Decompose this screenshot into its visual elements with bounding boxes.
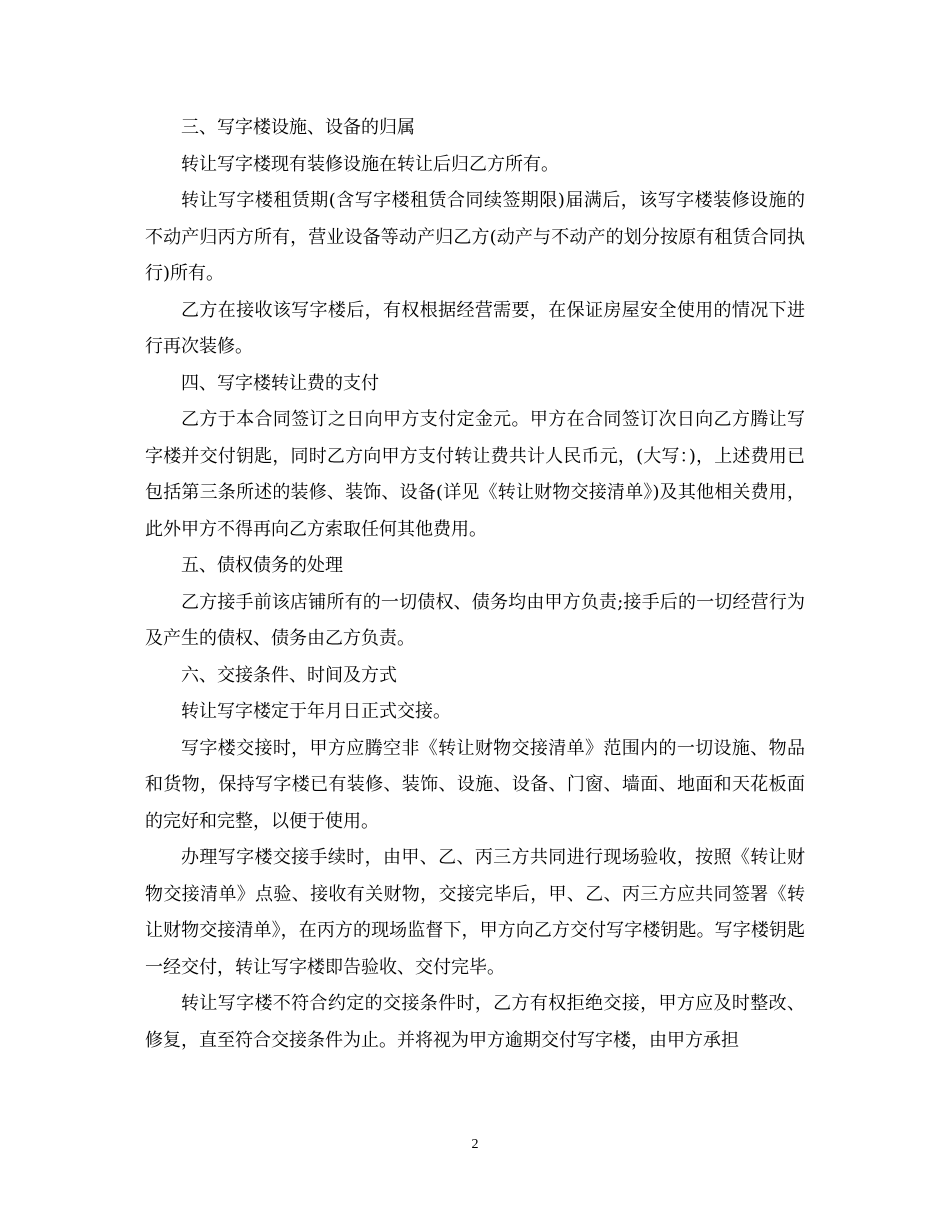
- section-heading-handover: 六、交接条件、时间及方式: [181, 664, 397, 686]
- document-body: [145, 110, 805, 1059]
- section-heading-facilities: 三、写字楼设施、设备的归属: [181, 117, 415, 138]
- paragraph: 转让写字楼不符合约定的交接条件时，乙方有权拒绝交接，甲方应及时整改、修复，直至符合交接条件为止。并将视为甲方逾期交付写字楼，由甲方承担: [145, 993, 805, 1051]
- paragraph: 乙方接手前该店铺所有的一切债权、债务均由甲方负责;接手后的一切经营行为及产生的债权、债务由乙方负责。: [145, 591, 805, 649]
- section-heading-payment: 四、写字楼转让费的支付: [181, 372, 379, 394]
- paragraph: 转让写字楼定于年月日正式交接。: [181, 701, 451, 722]
- paragraph: 转让写字楼租赁期(含写字楼租赁合同续签期限)届满后，该写字楼装修设施的不动产归丙方所有，营业设备等动产归乙方(动产与不动产的划分按原有租赁合同执行)所有。: [145, 190, 805, 284]
- paragraph: 办理写字楼交接手续时，由甲、乙、丙三方共同进行现场验收，按照《转让财物交接清单》点验、接收有关财物，交接完毕后，甲、乙、丙三方应共同签署《转让财物交接清单》，在丙方的现场监督下，甲方向乙方交付写字楼钥匙。写字楼钥匙一经交付，转让写字楼即告验收、交付完毕。: [145, 847, 805, 978]
- section-heading-debts: 五、债权债务的处理: [181, 555, 343, 576]
- paragraph: 写字楼交接时，甲方应腾空非《转让财物交接清单》范围内的一切设施、物品和货物，保持写字楼已有装修、装饰、设施、设备、门窗、墙面、地面和天花板面的完好和完整，以便于使用。: [145, 737, 805, 832]
- paragraph: 乙方于本合同签订之日向甲方支付定金元。甲方在合同签订次日向乙方腾让写字楼并交付钥匙，同时乙方向甲方支付转让费共计人民币元，(大写：)，上述费用已包括第三条所述的装修、装饰、设备(详见《转让财物交接清单》)及其他相关费用，此外甲方不得再向乙方索取任何其他费用。: [145, 409, 805, 540]
- page-number: 2: [471, 1137, 479, 1152]
- paragraph: 乙方在接收该写字楼后，有权根据经营需要，在保证房屋安全使用的情况下进行再次装修。: [145, 299, 805, 357]
- paragraph: 转让写字楼现有装修设施在转让后归乙方所有。: [181, 153, 559, 175]
